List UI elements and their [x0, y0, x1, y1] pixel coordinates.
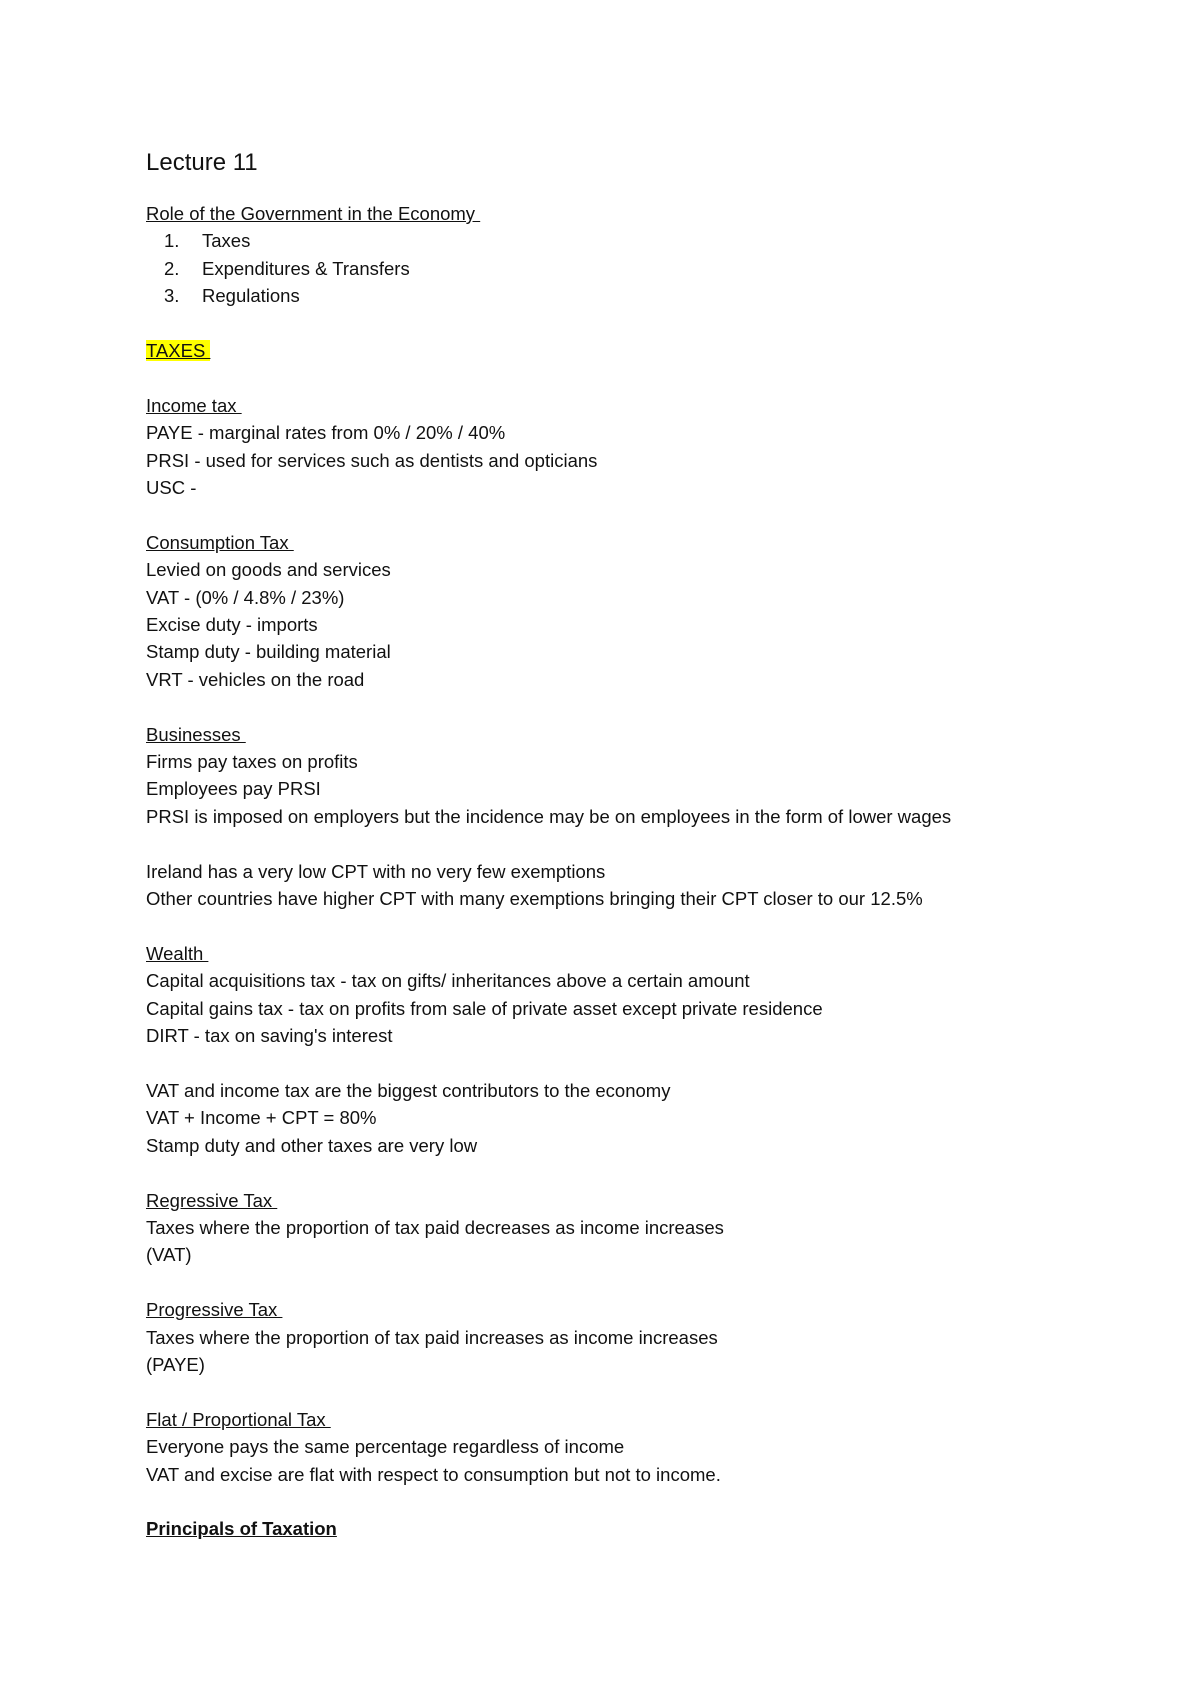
consumption-tax-heading: Consumption Tax	[146, 531, 294, 553]
text-line: (VAT)	[146, 1244, 192, 1266]
text-line: Excise duty - imports	[146, 614, 318, 636]
list-number: 1.	[164, 230, 180, 252]
role-heading: Role of the Government in the Economy	[146, 203, 481, 224]
text-line: PRSI - used for services such as dentists and opticians	[146, 449, 598, 471]
text-line: Taxes where the proportion of tax paid decreases as income increases	[146, 1216, 724, 1238]
list-item-text: Regulations	[202, 285, 300, 307]
text-line: Stamp duty and other taxes are very low	[146, 1134, 478, 1156]
progressive-tax-heading: Progressive Tax	[146, 1299, 283, 1321]
flat-tax-heading: Flat / Proportional Tax	[146, 1408, 331, 1430]
document-body	[146, 146, 1106, 1543]
role-list	[146, 227, 1106, 309]
list-item-text: Expenditures & Transfers	[202, 257, 410, 279]
principals-heading: Principals of Taxation	[146, 1518, 337, 1540]
text-line: (PAYE)	[146, 1353, 205, 1375]
list-item-text: Taxes	[202, 230, 251, 252]
income-tax-heading: Income tax	[146, 394, 242, 416]
text-line: Capital acquisitions tax - tax on gifts/ inheritances above a certain amount	[146, 970, 750, 992]
text-line: DIRT - tax on saving's interest	[146, 1025, 393, 1047]
list-number: 2.	[164, 257, 180, 279]
text-line: USC -	[146, 477, 197, 499]
regressive-tax-heading: Regressive Tax	[146, 1189, 278, 1211]
text-line: VAT and excise are flat with respect to consumption but not to income.	[146, 1463, 721, 1485]
text-line: Firms pay taxes on profits	[146, 751, 358, 773]
text-line: Taxes where the proportion of tax paid increases as income increases	[146, 1326, 718, 1348]
text-line: Employees pay PRSI	[146, 778, 321, 800]
text-line: Levied on goods and services	[146, 559, 391, 581]
list-item	[146, 255, 1106, 282]
page-title: Lecture 11	[146, 149, 258, 176]
text-line: PAYE - marginal rates from 0% / 20% / 40%	[146, 422, 506, 444]
text-line: Other countries have higher CPT with many exemptions bringing their CPT closer to our 12.5%	[146, 888, 923, 910]
text-line: Capital gains tax - tax on profits from sale of private asset except private residence	[146, 997, 823, 1019]
text-line: Stamp duty - building material	[146, 641, 391, 663]
list-item	[146, 227, 1106, 254]
text-line: VAT and income tax are the biggest contributors to the economy	[146, 1079, 671, 1101]
list-item	[146, 282, 1106, 309]
text-line: VAT + Income + CPT = 80%	[146, 1107, 377, 1129]
text-line: Ireland has a very low CPT with no very few exemptions	[146, 860, 606, 882]
text-line: Everyone pays the same percentage regardless of income	[146, 1436, 625, 1458]
wealth-heading: Wealth	[146, 942, 209, 964]
list-number: 3.	[164, 285, 180, 307]
taxes-heading: TAXES	[146, 340, 211, 362]
businesses-heading: Businesses	[146, 723, 246, 745]
text-line: PRSI is imposed on employers but the incidence may be on employees in the form of lower wages	[146, 805, 952, 827]
text-line: VAT - (0% / 4.8% / 23%)	[146, 586, 345, 608]
text-line: VRT - vehicles on the road	[146, 668, 365, 690]
